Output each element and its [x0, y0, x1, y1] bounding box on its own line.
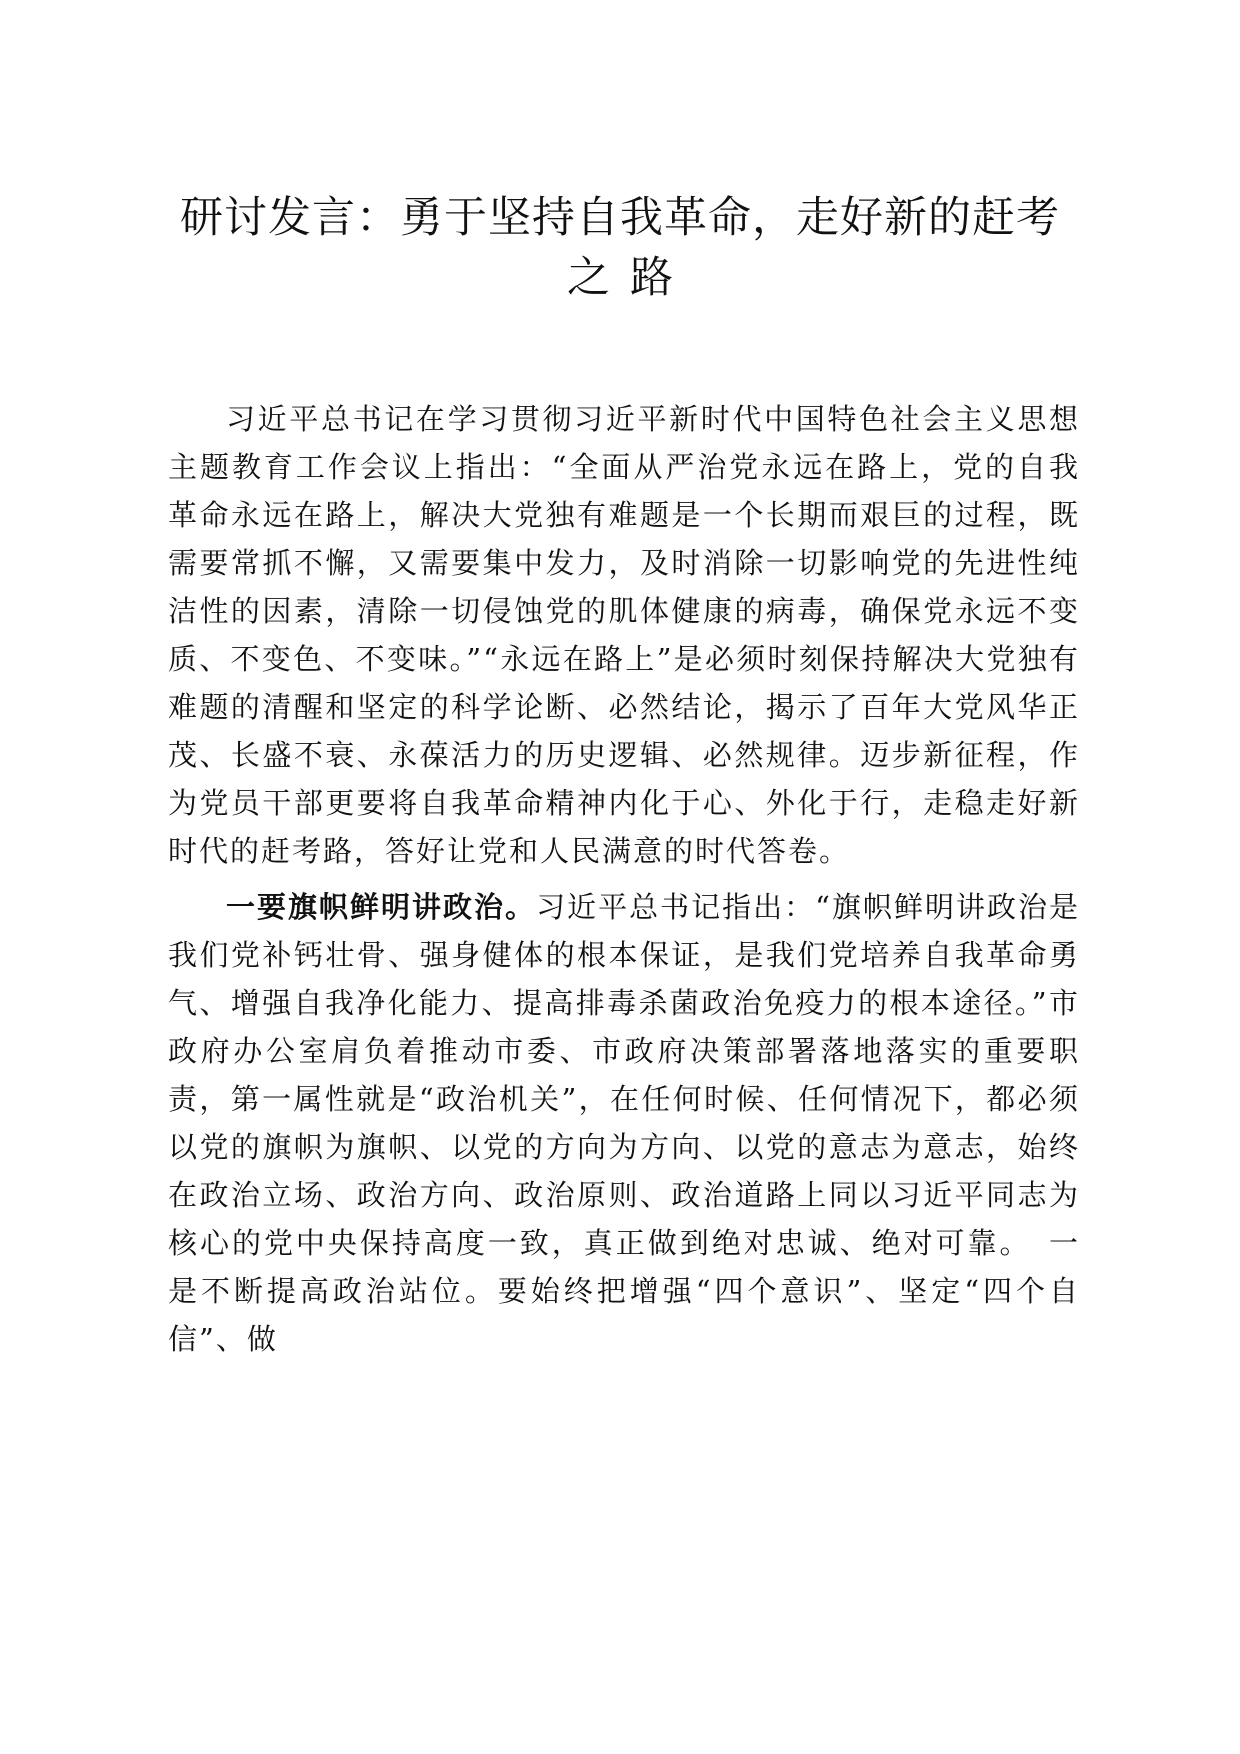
- title-line-2: 之路: [567, 253, 693, 303]
- document-title: [160, 188, 1080, 308]
- document-body: [168, 395, 1080, 1371]
- paragraph-section-one: [168, 883, 1080, 1363]
- section-heading: 一要旗帜鲜明讲政治。: [226, 890, 537, 924]
- title-line-1: 研讨发言：勇于坚持自我革命，走好新的赶考: [180, 193, 1060, 243]
- section-body-text: 习近平总书记指出：“旗帜鲜明讲政治是我们党补钙壮骨、强身健体的根本保证，是我们党培养自我革命勇气、增强自我净化能力、提高排毒杀菌政治免疫力的根本途径。”市政府办公室肩负着推动市委、市政府决策部署落地落实的重要职责，第一属性就是“政治机关”，在任何时候、任何情况下，都必须以党的旗帜为旗帜、以党的方向为方向、以党的意志为意志，始终在政治立场、政治方向、政治原则、政治道路上同以习近平同志为核心的党中央保持高度一致，真正做到绝对忠诚、绝对可靠。 一是不断提高政治站位。要始终把增强“四个意识”、坚定“四个自信”、做: [168, 890, 1080, 1356]
- paragraph-intro: 习近平总书记在学习贯彻习近平新时代中国特色社会主义思想主题教育工作会议上指出：“全面从严治党永远在路上，党的自我革命永远在路上，解决大党独有难题是一个长期而艰巨的过程，既需要常抓不懈，又需要集中发力，及时消除一切影响党的先进性纯洁性的因素，清除一切侵蚀党的肌体健康的病毒，确保党永远不变质、不变色、不变味。”“永远在路上”是必须时刻保持解决大党独有难题的清醒和坚定的科学论断、必然结论，揭示了百年大党风华正茂、长盛不衰、永葆活力的历史逻辑、必然规律。迈步新征程，作为党员干部更要将自我革命精神内化于心、外化于行，走稳走好新时代的赶考路，答好让党和人民满意的时代答卷。: [168, 402, 1080, 868]
